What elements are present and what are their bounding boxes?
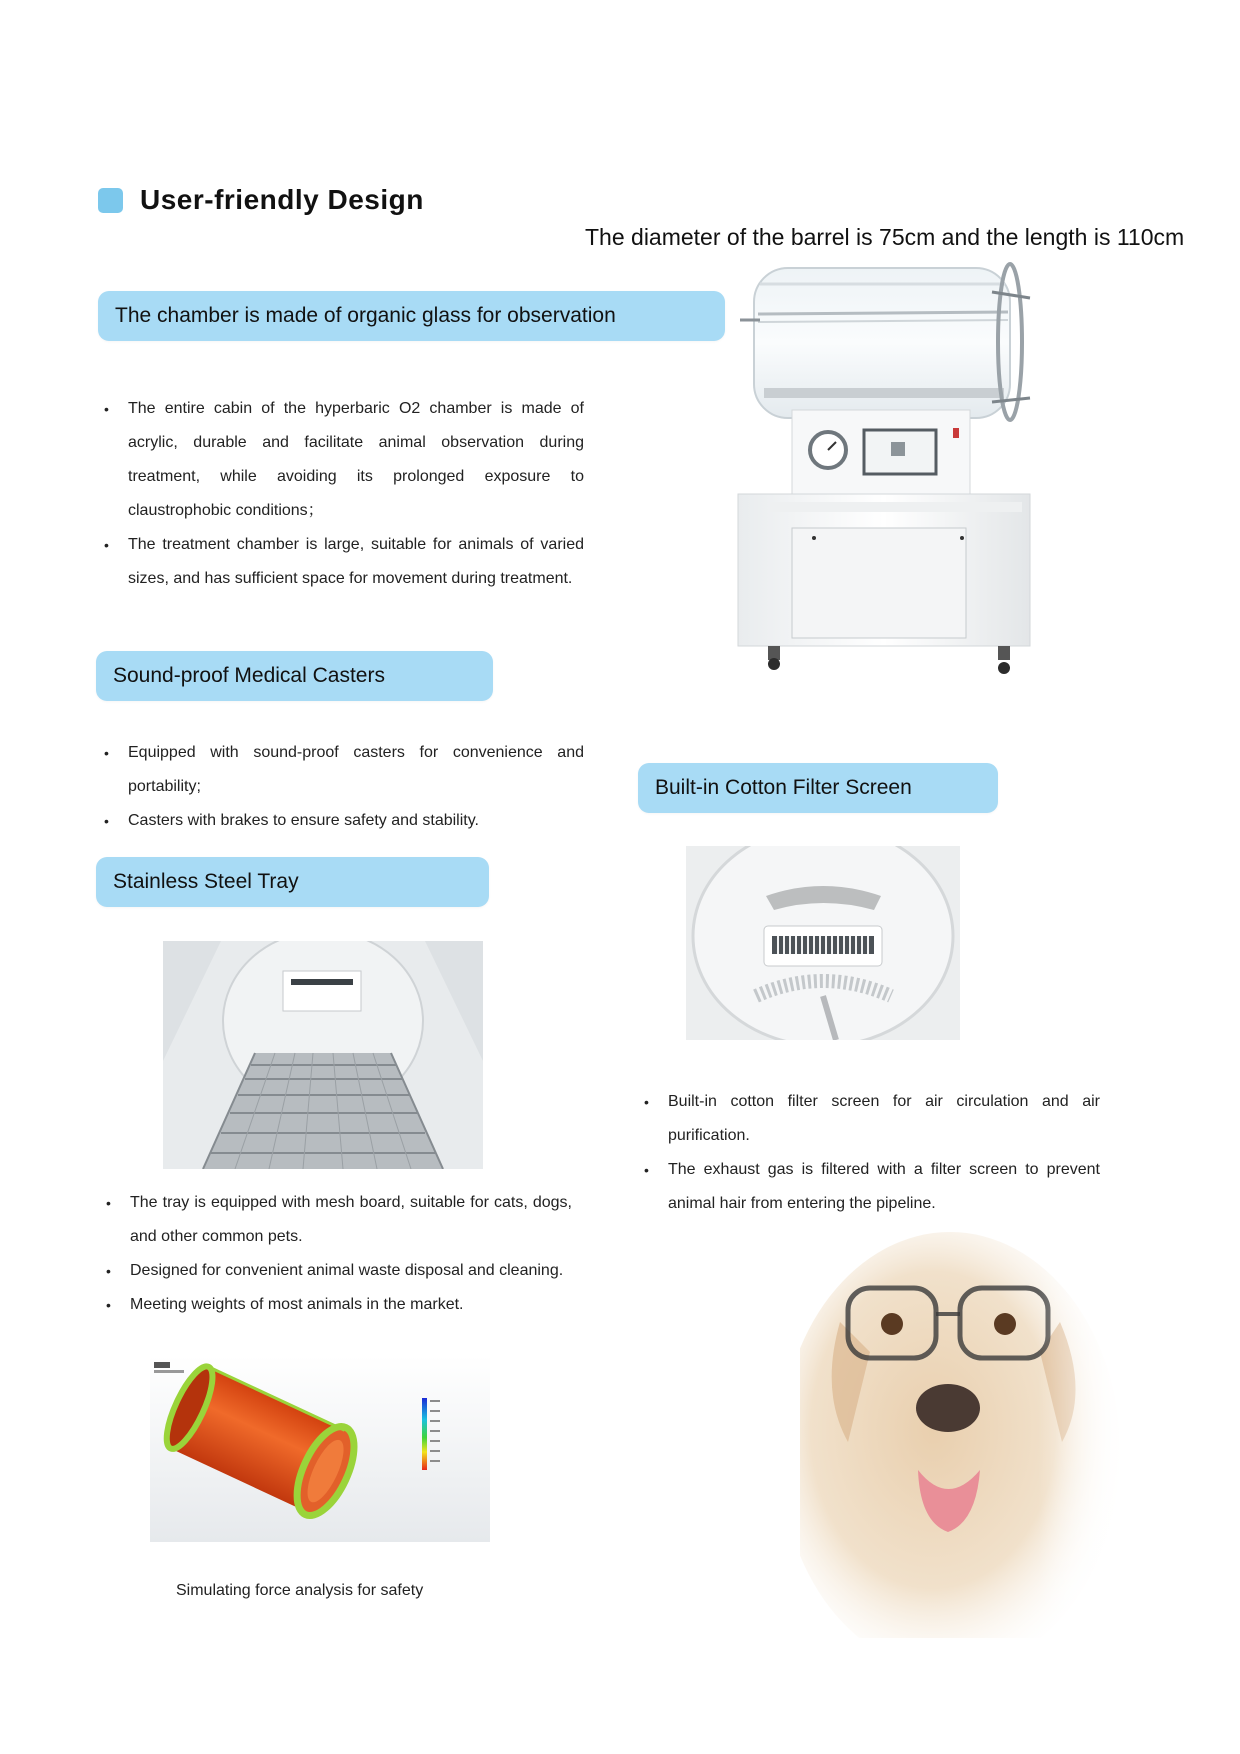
section-heading-filter: Built-in Cotton Filter Screen [638,763,998,813]
casters-bullets [100,736,584,838]
filter-screen-image [686,846,960,1040]
title-marker [98,188,123,213]
list-item: • The tray is equipped with mesh board, suitable for cats, dogs, and other common pets. [102,1186,572,1254]
list-item: • Casters with brakes to ensure safety and stability. [100,804,584,838]
section-heading-chamber: The chamber is made of organic glass for observation [98,291,725,341]
section-heading-tray: Stainless Steel Tray [96,857,489,907]
list-item: • Meeting weights of most animals in the market. [102,1288,572,1322]
chamber-bullets [100,392,584,596]
tray-image [163,941,483,1169]
list-item: • Designed for convenient animal waste disposal and cleaning. [102,1254,572,1288]
page-title: User-friendly Design [140,184,424,215]
force-analysis-caption: Simulating force analysis for safety [176,1582,424,1599]
list-item: • The treatment chamber is large, suitable for animals of varied sizes, and has sufficient space for movement during treatment. [100,528,584,596]
list-item: • Built-in cotton filter screen for air circulation and air purification. [640,1085,1100,1153]
force-analysis-image [150,1356,490,1542]
tray-bullets [102,1186,572,1322]
list-item: • The exhaust gas is filtered with a filter screen to prevent animal hair from entering the pipeline. [640,1153,1100,1221]
list-item: • Equipped with sound-proof casters for convenience and portability; [100,736,584,804]
chamber-product-image [730,262,1050,680]
list-item: • The entire cabin of the hyperbaric O2 chamber is made of acrylic, durable and facilitate animal observation during treatment, while avoiding its prolonged exposure to claustrophobic conditions； [100,392,584,528]
filter-bullets [640,1085,1100,1221]
section-heading-casters: Sound-proof Medical Casters [96,651,493,701]
dimensions-note: The diameter of the barrel is 75cm and the length is 110cm [585,224,1185,250]
dog-with-glasses-image [800,1232,1140,1638]
